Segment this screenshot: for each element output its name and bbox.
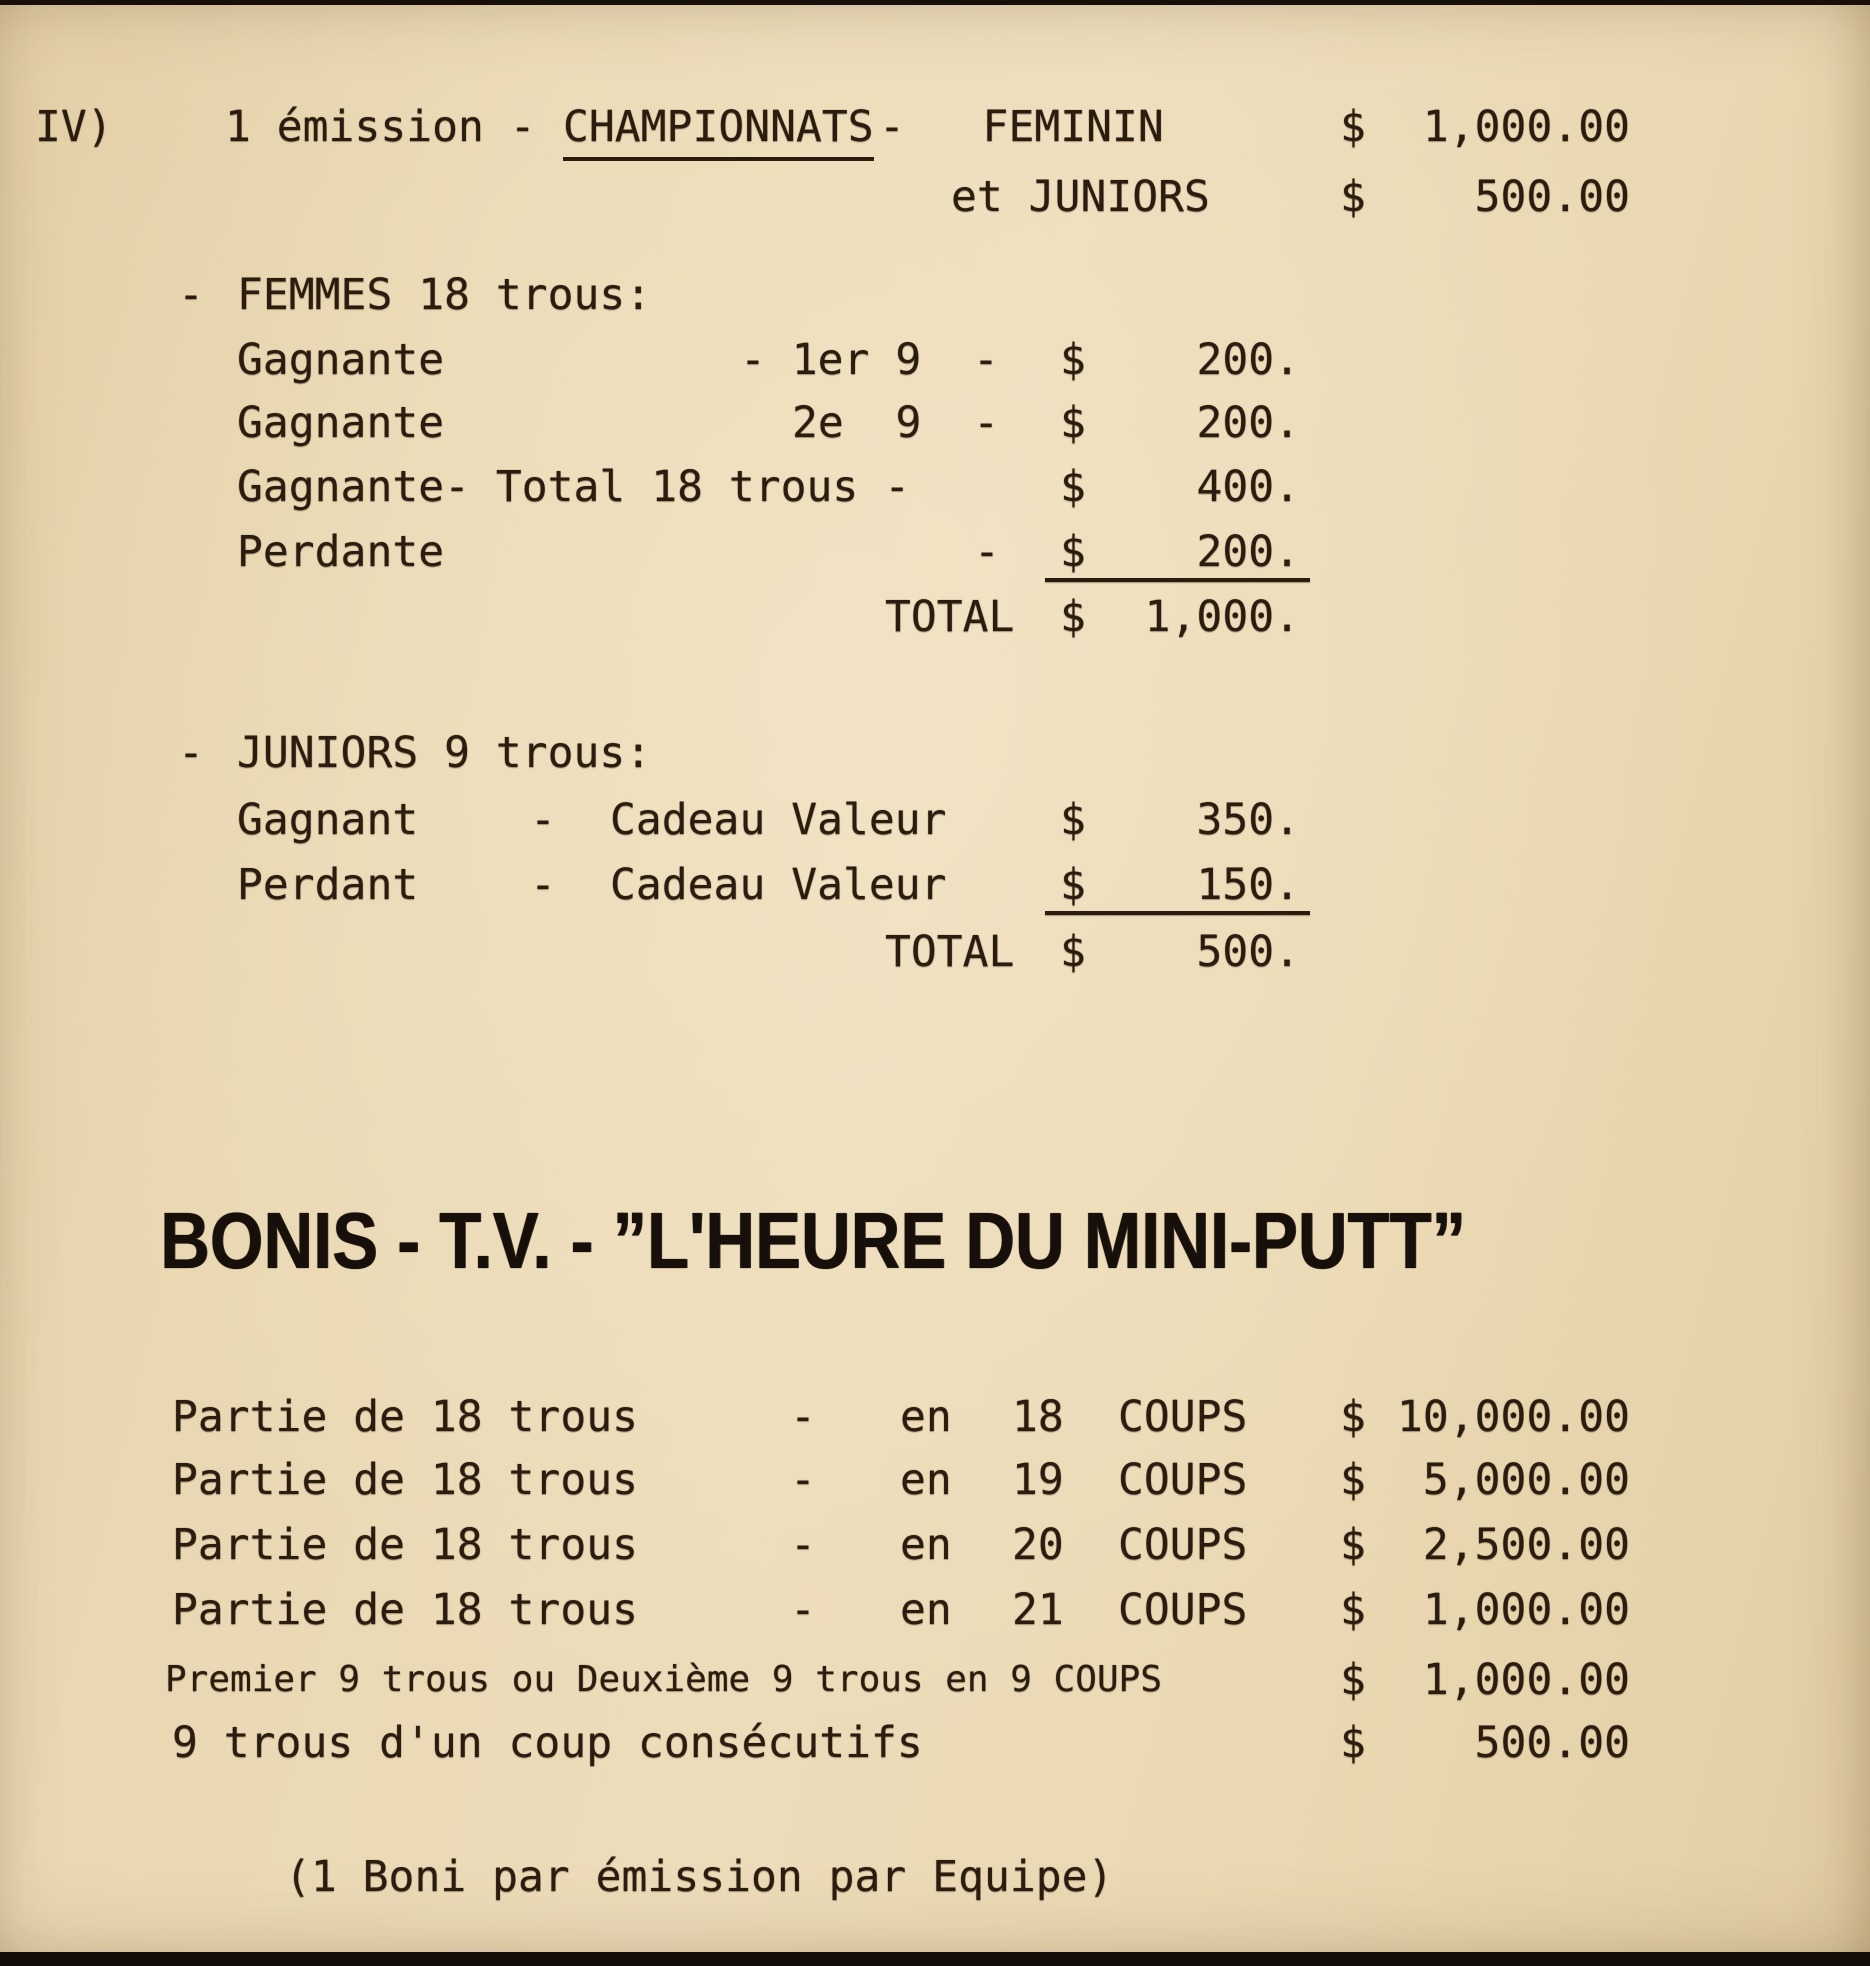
row-label: Premier 9 trous ou Deuxième 9 trous en 9 COUPS — [165, 1659, 1162, 1700]
currency-sign: $ — [1060, 335, 1086, 385]
femmes-title: FEMMES 18 trous: — [237, 270, 652, 320]
row-mid: - 1er 9 - — [740, 335, 999, 385]
currency-sign: $ — [1060, 592, 1086, 642]
row-amount: 5,000.00 — [1422, 1455, 1630, 1505]
footnote-line — [0, 1850, 1870, 1904]
sum-rule — [1045, 578, 1310, 582]
row-label: Partie de 18 trous — [172, 1520, 638, 1570]
juniors-title: JUNIORS 9 trous: — [237, 728, 652, 778]
row-label: Partie de 18 trous — [172, 1585, 638, 1635]
row-amount: 10,000.00 — [1397, 1392, 1630, 1442]
row-count: 21 — [1012, 1585, 1064, 1635]
row-amount: 200. — [1196, 527, 1300, 577]
row-amount: 2,500.00 — [1422, 1520, 1630, 1570]
currency-sign: $ — [1340, 1585, 1366, 1635]
line-iv-feminin — [0, 100, 1870, 154]
row-label: Perdante — [237, 527, 445, 577]
row-en: en — [900, 1392, 952, 1442]
row-label: Gagnante — [237, 398, 445, 448]
currency-sign: $ — [1340, 1392, 1366, 1442]
row-en: en — [900, 1585, 952, 1635]
feminin-label: - FEMININ — [879, 102, 1164, 152]
row-amount: 350. — [1196, 795, 1300, 845]
row-coups: COUPS — [1118, 1455, 1248, 1505]
juniors-section-title — [0, 726, 1870, 780]
row-label: Perdant — [237, 860, 419, 910]
row-count: 19 — [1012, 1455, 1064, 1505]
table-row — [0, 1653, 1870, 1707]
row-dash: - — [790, 1455, 816, 1505]
total-label: TOTAL — [885, 927, 1015, 977]
emission-prefix: 1 émission - — [225, 102, 562, 152]
row-dash: - — [790, 1392, 816, 1442]
scan-edge-bottom — [0, 1952, 1870, 1966]
row-amount: 1,000.00 — [1422, 1655, 1630, 1705]
femmes-section-title — [0, 268, 1870, 322]
table-row — [0, 1453, 1870, 1507]
table-row — [0, 460, 1870, 514]
row-en: en — [900, 1455, 952, 1505]
row-amount: 500.00 — [1474, 1718, 1630, 1768]
femmes-total-row — [0, 590, 1870, 644]
row-label: Gagnant — [237, 795, 419, 845]
row-coups: COUPS — [1118, 1520, 1248, 1570]
row-amount: 1,000.00 — [1422, 1585, 1630, 1635]
juniors-total-row — [0, 925, 1870, 979]
table-row — [0, 1716, 1870, 1770]
bullet-dash: - — [178, 728, 204, 778]
currency-sign: $ — [1060, 860, 1086, 910]
currency-sign: $ — [1060, 398, 1086, 448]
currency-sign: $ — [1340, 172, 1366, 222]
row-label: Partie de 18 trous — [172, 1392, 638, 1442]
row-mid: - — [974, 527, 1000, 577]
row-count: 20 — [1012, 1520, 1064, 1570]
total-label: TOTAL — [885, 592, 1015, 642]
row-label: Partie de 18 trous — [172, 1455, 638, 1505]
row-amount: 200. — [1196, 335, 1300, 385]
row-dash: - — [530, 860, 556, 910]
row-dash: - — [790, 1520, 816, 1570]
table-row — [0, 1390, 1870, 1444]
row-desc: Cadeau Valeur — [610, 860, 947, 910]
total-amount: 1,000. — [1144, 592, 1300, 642]
total-amount: 500. — [1196, 927, 1300, 977]
bullet-dash: - — [178, 270, 204, 320]
currency-sign: $ — [1340, 102, 1366, 152]
currency-sign: $ — [1340, 1655, 1366, 1705]
table-row — [0, 1583, 1870, 1637]
row-label: 9 trous d'un coup consécutifs — [172, 1718, 923, 1768]
row-coups: COUPS — [1118, 1392, 1248, 1442]
amount-feminin: 1,000.00 — [1422, 102, 1630, 152]
table-row — [0, 396, 1870, 450]
sum-rule — [1045, 911, 1310, 915]
row-dash: - — [790, 1585, 816, 1635]
et-juniors-label: et JUNIORS — [951, 172, 1210, 222]
row-count: 18 — [1012, 1392, 1064, 1442]
scan-edge-top — [0, 0, 1870, 5]
currency-sign: $ — [1060, 527, 1086, 577]
table-row — [0, 793, 1870, 847]
section-index: IV) — [35, 102, 113, 152]
row-amount: 200. — [1196, 398, 1300, 448]
currency-sign: $ — [1340, 1455, 1366, 1505]
table-row — [0, 525, 1870, 579]
row-amount: 150. — [1196, 860, 1300, 910]
row-label: Gagnante — [237, 335, 445, 385]
currency-sign: $ — [1340, 1520, 1366, 1570]
bonus-heading: BONIS - T.V. - ”L'HEURE DU MINI-PUTT” — [160, 1196, 1466, 1285]
championnats-underlined: CHAMPIONNATS — [563, 100, 874, 161]
currency-sign: $ — [1060, 462, 1086, 512]
table-row — [0, 333, 1870, 387]
currency-sign: $ — [1060, 927, 1086, 977]
row-coups: COUPS — [1118, 1585, 1248, 1635]
row-dash: - — [530, 795, 556, 845]
amount-juniors: 500.00 — [1474, 172, 1630, 222]
footnote: (1 Boni par émission par Equipe) — [285, 1852, 1114, 1902]
currency-sign: $ — [1340, 1718, 1366, 1768]
row-desc: Cadeau Valeur — [610, 795, 947, 845]
table-row — [0, 1518, 1870, 1572]
table-row — [0, 858, 1870, 912]
line-et-juniors — [0, 170, 1870, 224]
row-mid: 2e 9 - — [792, 398, 1000, 448]
row-label: Gagnante- Total 18 trous - — [237, 462, 911, 512]
row-en: en — [900, 1520, 952, 1570]
row-amount: 400. — [1196, 462, 1300, 512]
currency-sign: $ — [1060, 795, 1086, 845]
